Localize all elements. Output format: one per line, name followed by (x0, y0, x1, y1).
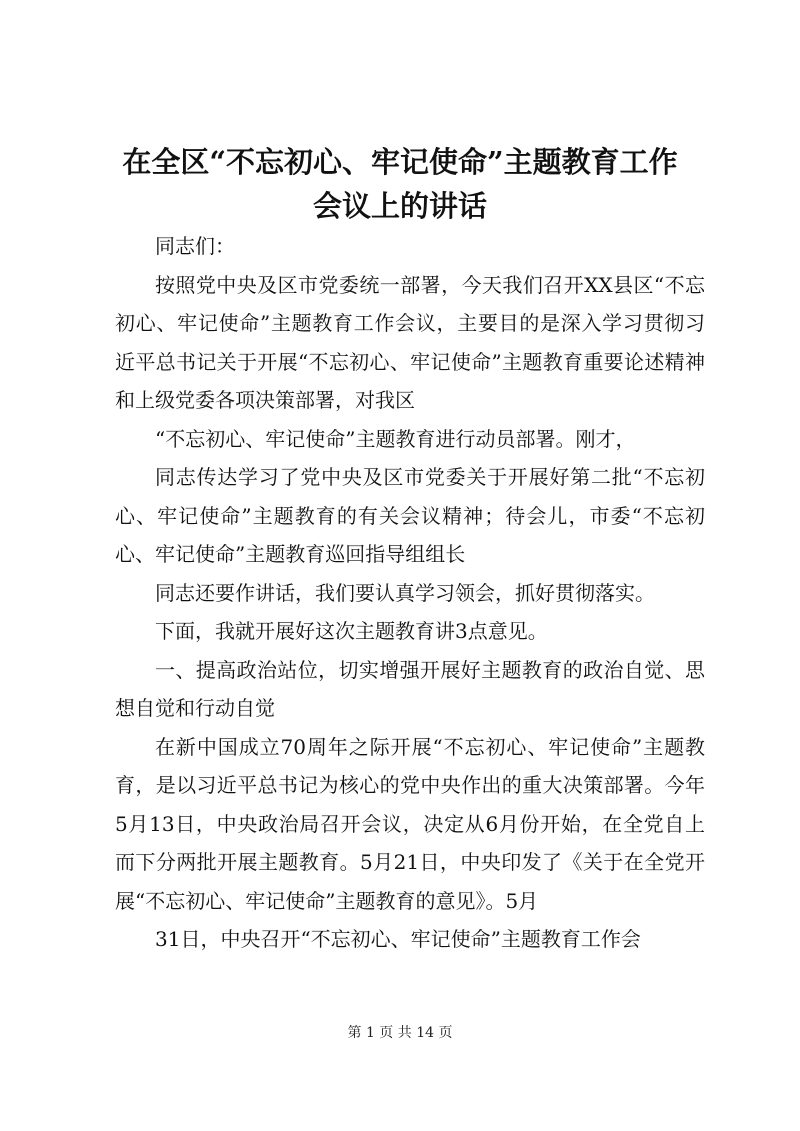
paragraph: 31日，中央召开“不忘初心、牢记使命”主题教育工作会 (155, 927, 641, 951)
title-line-2: 会议上的讲话 (312, 189, 487, 223)
paragraph: 在新中国成立70周年之际开展“不忘初心、牢记使命”主题教育，是以习近平总书记为核心的党中央作出的重大决策部署。今年5月13日，中央政治局召开会议，决定从6月份开始，在全党自上而下分两批开展主题教育。5月21日，中央印发了《关于在全党开展“不忘初心、牢记使命”主题教育的意见》。5月 (115, 734, 705, 913)
paragraph: 下面，我就开展好这次主题教育讲3点意见。 (155, 619, 548, 643)
section-heading: 一、提高政治站位，切实增强开展好主题教育的政治自觉、思想自觉和行动自觉 (115, 657, 705, 720)
page-footer: 第 1 页 共 14 页 (347, 1025, 453, 1041)
paragraph: “不忘初心、牢记使命”主题教育进行动员部署。刚才， (155, 426, 636, 451)
document-title (100, 140, 700, 228)
paragraph: 同志还要作讲话，我们要认真学习领会，抓好贯彻落实。 (155, 580, 655, 605)
document-body (115, 227, 705, 959)
paragraph: 同志传达学习了党中央及区市党委关于开展好第二批“不忘初心、牢记使命”主题教育的有关会议精神；待会儿，市委“不忘初心、牢记使命”主题教育巡回指导组组长 (115, 465, 705, 566)
title-line-1: 在全区“不忘初心、牢记使命”主题教育工作 (122, 145, 678, 179)
salutation: 同志们： (155, 234, 235, 258)
paragraph: 按照党中央及区市党委统一部署，今天我们召开XX县区“不忘初心、牢记使命”主题教育工作会议，主要目的是深入学习贯彻习近平总书记关于开展“不忘初心、牢记使命”主题教育重要论述精神和上级党委各项决策部署，对我区 (115, 272, 705, 412)
